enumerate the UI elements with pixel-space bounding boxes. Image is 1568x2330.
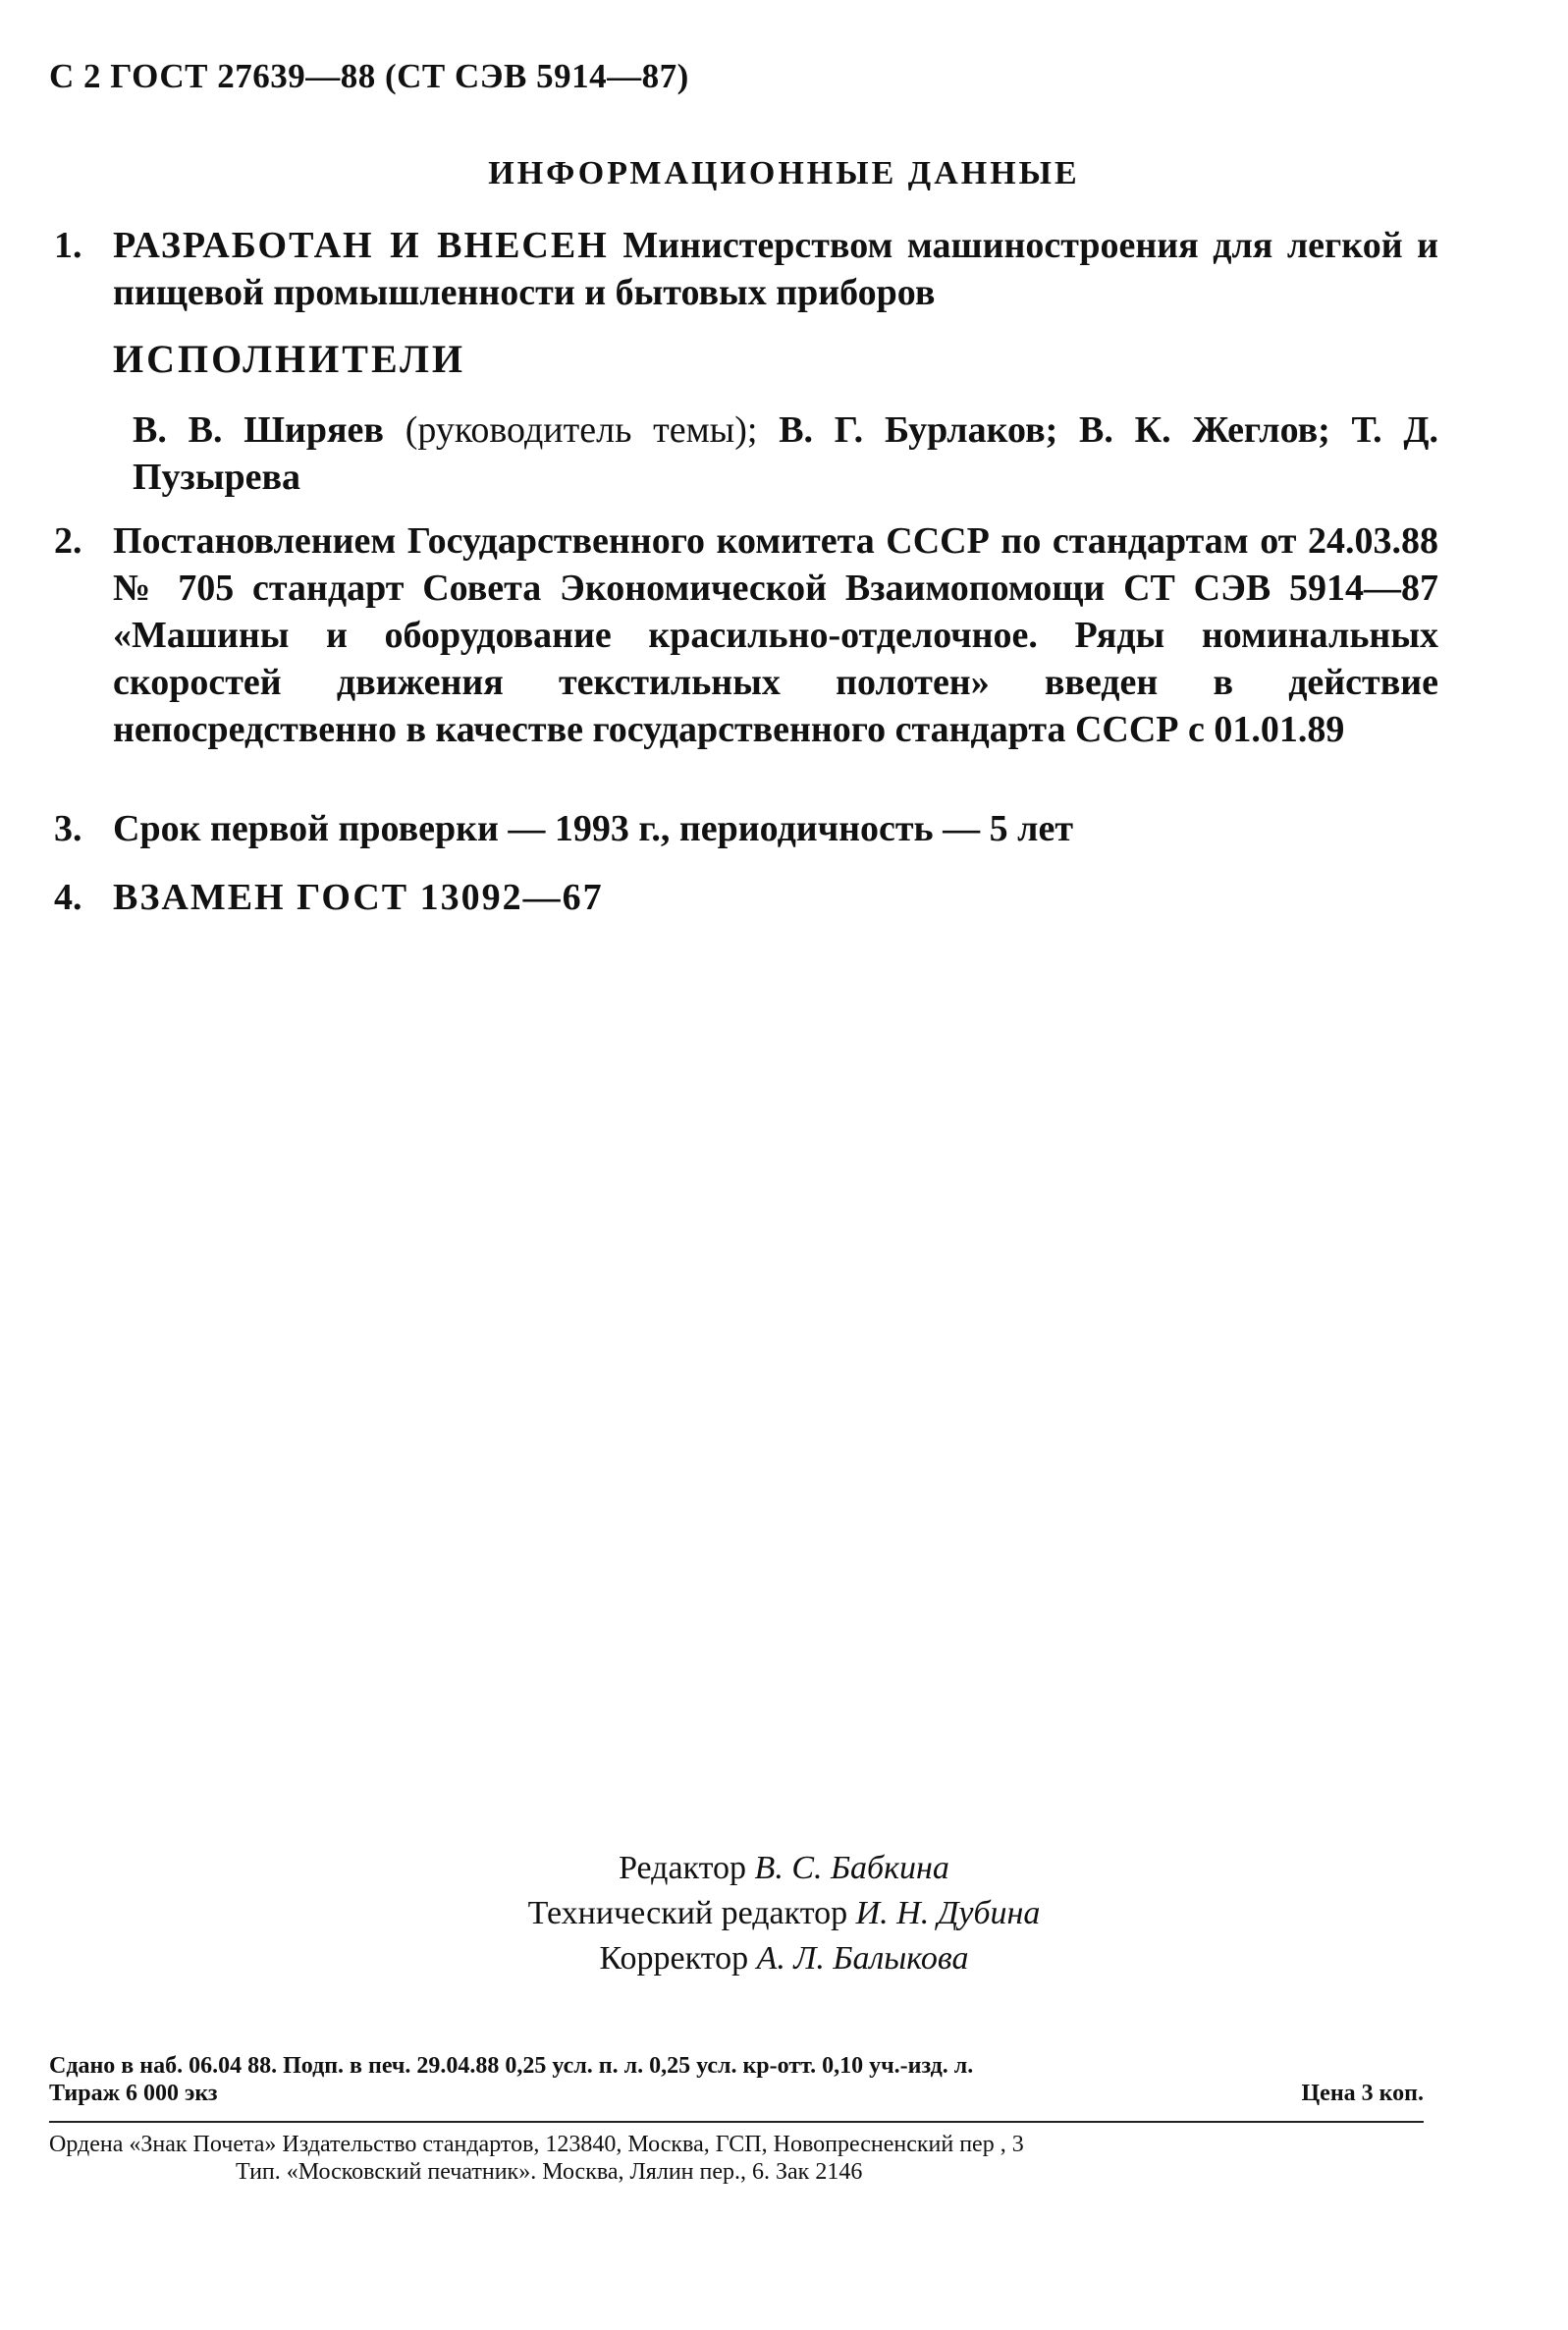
item-number: 4.	[54, 877, 82, 918]
executors-list	[133, 406, 1438, 501]
imprint-dates: Сдано в наб. 06.04 88. Подп. в печ. 29.04.88 0,25 усл. п. л. 0,25 усл. кр-отт. 0,10 уч.-изд. л.	[49, 2053, 974, 2079]
executors-rest: В. Г. Бурлаков; В. К. Жеглов; Т. Д. Пузырева	[133, 409, 1439, 498]
imprint	[49, 2052, 1424, 2107]
item-lead: РАЗРАБОТАН И ВНЕСЕН	[113, 225, 609, 266]
imprint-circulation: Тираж 6 000 экз	[49, 2081, 218, 2106]
item-number: 1.	[54, 225, 82, 266]
page-header: С 2 ГОСТ 27639—88 (СТ СЭВ 5914—87)	[49, 57, 689, 95]
publisher-line-1: Ордена «Знак Почета» Издательство стандартов, 123840, Москва, ГСП, Новопресненский пер , 3	[49, 2132, 1024, 2157]
credit-name: И. Н. Дубина	[855, 1895, 1041, 1931]
item-text: Министерством машиностроения для легкой и пищевой промышленности и бытовых приборов	[113, 225, 1439, 313]
credit-name: В. С. Бабкина	[754, 1850, 949, 1886]
publisher-line-2: Тип. «Московский печатник». Москва, Лялин пер., 6. Зак 2146	[236, 2159, 863, 2185]
item-text: Постановлением Государственного комитета СССР по стандартам от 24.03.88 № 705 стандарт Совета Экономической Взаимопомощи СТ СЭВ 5914—87 «Машины и оборудование красильно-отделочное. Ряды номинальных скоростей движения текстильных полотен» введен в действие непосредственно в качестве государственного стандарта СССР с 01.01.89	[113, 520, 1438, 750]
item-number: 3.	[54, 808, 82, 849]
credit-name: А. Л. Балыкова	[756, 1940, 969, 1977]
item-text: ВЗАМЕН ГОСТ 13092—67	[113, 877, 604, 918]
credit-tech-editor	[0, 1891, 1568, 1936]
item-number: 2.	[54, 520, 82, 562]
imprint-line-2	[49, 2080, 1424, 2107]
divider	[49, 2121, 1424, 2123]
item-text: Срок первой проверки — 1993 г., периодичность — 5 лет	[113, 808, 1073, 849]
imprint-line-1	[49, 2052, 1424, 2080]
info-item-3	[54, 805, 1438, 852]
credits	[0, 1846, 1568, 1981]
info-item-4	[54, 874, 1438, 921]
credit-label: Редактор	[619, 1850, 747, 1886]
executor-lead: В. В. Ширяев	[133, 409, 384, 451]
credit-label: Технический редактор	[527, 1895, 848, 1931]
info-item-1	[54, 222, 1438, 316]
executors-title: ИСПОЛНИТЕЛИ	[113, 337, 466, 381]
credit-label: Корректор	[599, 1940, 749, 1977]
credit-proofreader	[0, 1936, 1568, 1981]
executor-role: (руководитель темы);	[405, 409, 758, 451]
credit-editor	[0, 1846, 1568, 1891]
item-body	[113, 222, 1438, 316]
section-title: ИНФОРМАЦИОННЫЕ ДАННЫЕ	[488, 155, 1080, 191]
info-item-2	[54, 517, 1438, 753]
imprint-price: Цена 3 коп.	[1301, 2081, 1424, 2106]
publisher-info	[49, 2131, 1424, 2186]
